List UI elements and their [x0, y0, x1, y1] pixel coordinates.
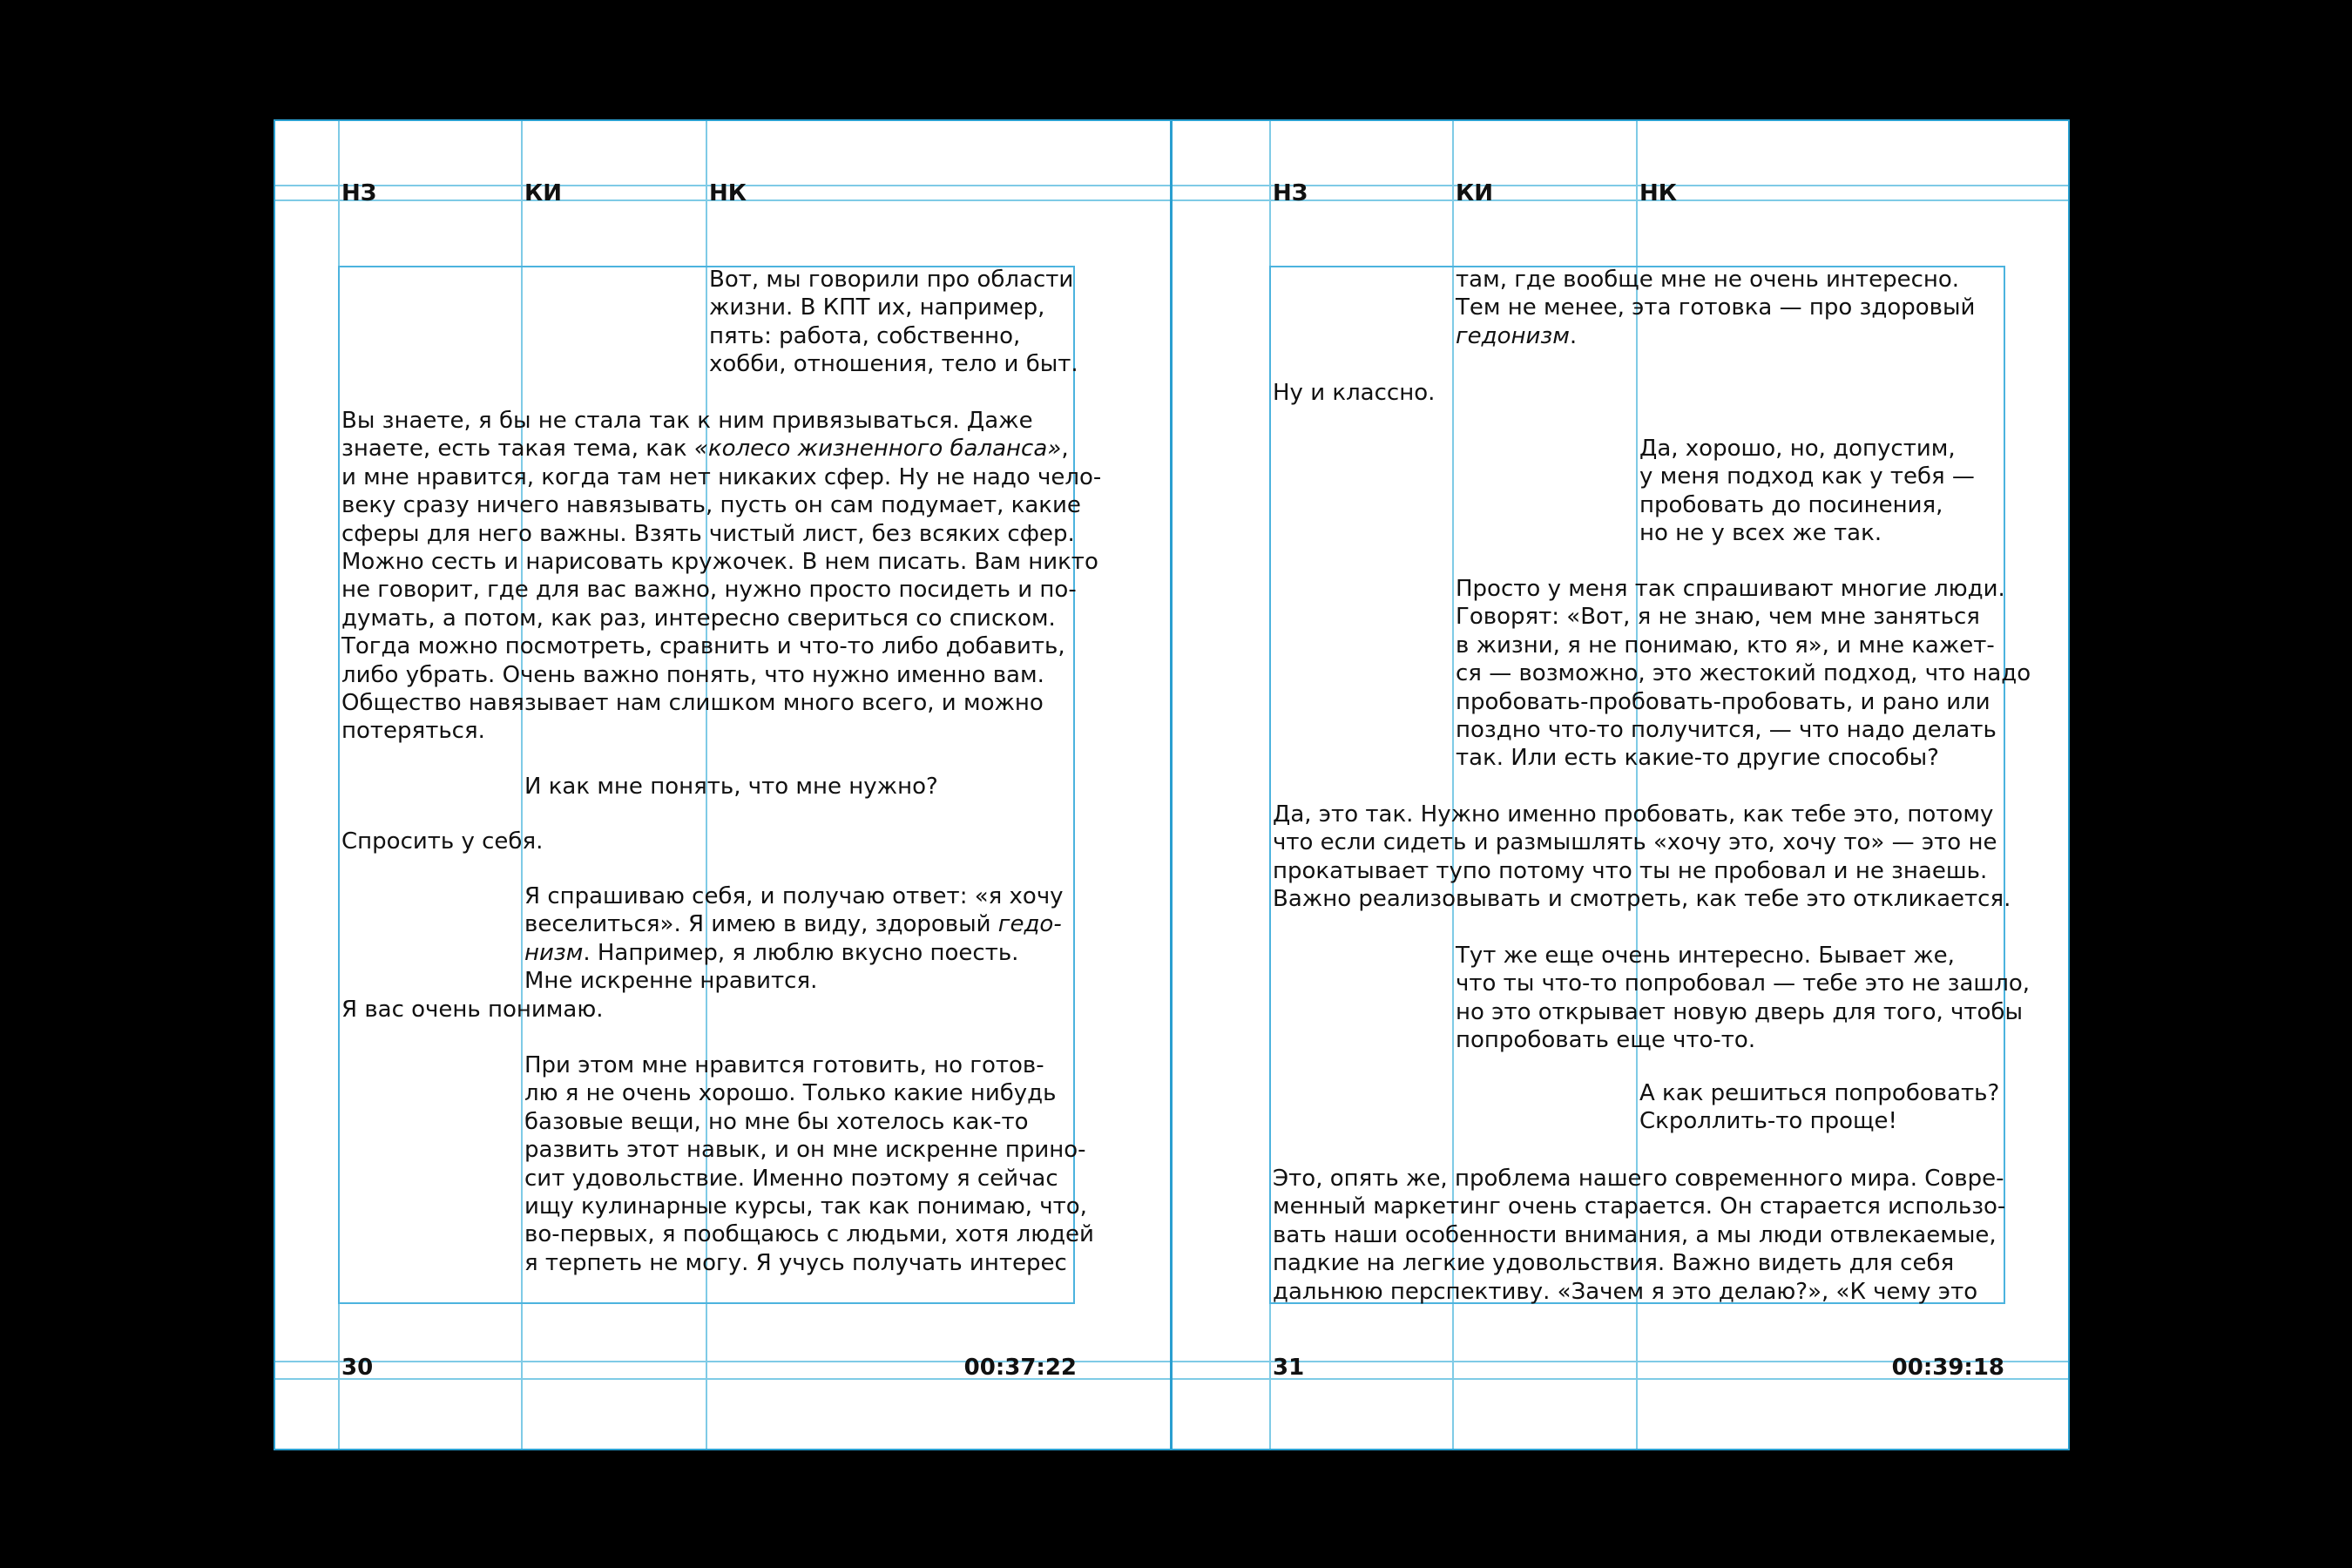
text-line: низм. Например, я люблю вкусно поесть. — [524, 939, 1019, 966]
text-line: потеряться. — [341, 718, 485, 745]
text-line: у меня подход как у тебя — — [1639, 463, 1975, 490]
text-line: Говорят: «Вот, я не знаю, чем мне заняться — [1456, 604, 1980, 631]
text-line: ищу кулинарные курсы, так как понимаю, что, — [524, 1193, 1087, 1220]
text-line: А как решиться попробовать? — [1639, 1080, 2000, 1106]
text-line: Можно сесть и нарисовать кружочек. В нем писать. Вам никто — [341, 549, 1098, 576]
text-line: что если сидеть и размышлять «хочу это, хочу то» — это не — [1273, 829, 1997, 856]
text-line: сит удовольствие. Именно поэтому я сейчас — [524, 1165, 1058, 1192]
book-spread — [274, 119, 2070, 1450]
text-line: знаете, есть такая тема, как «колесо жизненного баланса», — [341, 436, 1069, 463]
page-number: 30 — [341, 1355, 374, 1381]
text-line: базовые вещи, но мне бы хотелось как-то — [524, 1108, 1029, 1135]
text-line: И как мне понять, что мне нужно? — [524, 774, 938, 800]
text-line: лю я не очень хорошо. Только какие нибудь — [524, 1080, 1057, 1107]
timecode: 00:37:22 — [963, 1355, 1077, 1381]
column-header-nk: НК — [709, 180, 747, 206]
text-line: жизни. В КПТ их, например, — [709, 294, 1045, 321]
text-line: веку сразу ничего навязывать, пусть он сам подумает, какие — [341, 492, 1081, 519]
text-line: Тем не менее, эта готовка — про здоровый — [1456, 294, 1976, 321]
text-line: хобби, отношения, тело и быт. — [709, 351, 1078, 378]
text-line: Это, опять же, проблема нашего современного мира. Совре- — [1273, 1166, 2004, 1192]
text-line: что ты что-то попробовал — тебе это не зашло, — [1456, 970, 2031, 997]
column-header-nz: НЗ — [1273, 180, 1308, 206]
text-line: Скроллить-то проще! — [1639, 1108, 1897, 1135]
text-line: попробовать еще что-то. — [1456, 1027, 1756, 1054]
text-line: не говорит, где для вас важно, нужно просто посидеть и по- — [341, 577, 1077, 604]
text-line: Вы знаете, я бы не стала так к ним привязываться. Даже — [341, 408, 1033, 434]
text-line: там, где вообще мне не очень интересно. — [1456, 267, 1960, 293]
text-line: поздно что-то получится, — что надо делать — [1456, 717, 1997, 744]
text-line: менный маркетинг очень старается. Он старается использо- — [1273, 1193, 2006, 1220]
text-line: думать, а потом, как раз, интересно свериться со списком. — [341, 605, 1056, 632]
text-line: во-первых, я пообщаюсь с людьми, хотя людей — [524, 1221, 1094, 1248]
text-line: и мне нравится, когда там нет никаких сфер. Ну не надо чело- — [341, 463, 1102, 490]
text-line: я терпеть не могу. Я учусь получать интерес — [524, 1249, 1067, 1276]
text-line: веселиться». Я имею в виду, здоровый гедо- — [524, 911, 1062, 938]
text-line: Просто у меня так спрашивают многие люди. — [1456, 576, 2005, 602]
text-line: дальнюю перспективу. «Зачем я это делаю?», «К чему это — [1273, 1278, 1978, 1305]
text-line: сферы для него важны. Взять чистый лист, без всяких сфер. — [341, 520, 1075, 547]
text-line: Да, это так. Нужно именно пробовать, как тебе это, потому — [1273, 801, 1994, 828]
text-line: Я вас очень понимаю. — [341, 997, 604, 1023]
timecode: 00:39:18 — [1891, 1355, 2004, 1381]
spread-border — [274, 119, 2070, 1450]
text-line: При этом мне нравится готовить, но готов- — [524, 1052, 1044, 1078]
text-line: пробовать до посинения, — [1639, 491, 1943, 518]
text-line: падкие на легкие удовольствия. Важно видеть для себя — [1273, 1250, 1955, 1277]
text-line: но это открывает новую дверь для того, чтобы — [1456, 998, 2023, 1025]
text-line: пять: работа, собственно, — [709, 322, 1021, 349]
column-header-ki: КИ — [1456, 180, 1494, 206]
text-line: прокатывает тупо потому что ты не пробовал и не знаешь. — [1273, 857, 1988, 884]
text-line: в жизни, я не понимаю, кто я», и мне кажет- — [1456, 632, 1995, 659]
text-line: Мне искренне нравится. — [524, 968, 818, 995]
text-line: Спросить у себя. — [341, 828, 544, 855]
text-line: развить этот навык, и он мне искренне прино- — [524, 1137, 1086, 1164]
text-line: гедонизм. — [1456, 322, 1578, 349]
text-line: Вот, мы говорили про области — [709, 267, 1074, 293]
page-number: 31 — [1273, 1355, 1305, 1381]
text-line: Тогда можно посмотреть, сравнить и что-то либо добавить, — [341, 633, 1065, 660]
text-line: пробовать-пробовать-пробовать, и рано или — [1456, 688, 1990, 715]
text-line: ся — возможно, это жестокий подход, что надо — [1456, 660, 2031, 687]
text-line: Ну и классно. — [1273, 380, 1436, 406]
text-line: Да, хорошо, но, допустим, — [1639, 436, 1956, 462]
text-line: Важно реализовывать и смотреть, как тебе это откликается. — [1273, 886, 2011, 913]
text-line: но не у всех же так. — [1639, 520, 1882, 547]
text-line: либо убрать. Очень важно понять, что нужно именно вам. — [341, 661, 1044, 688]
column-header-nk: НК — [1639, 180, 1678, 206]
text-line: Общество навязывает нам слишком много всего, и можно — [341, 690, 1044, 717]
column-header-nz: НЗ — [341, 180, 377, 206]
text-line: Я спрашиваю себя, и получаю ответ: «я хочу — [524, 883, 1064, 909]
text-line: так. Или есть какие-то другие способы? — [1456, 745, 1939, 772]
column-header-ki: КИ — [524, 180, 563, 206]
text-line: вать наши особенности внимания, а мы люди отвлекаемые, — [1273, 1221, 1997, 1248]
text-line: Тут же еще очень интересно. Бывает же, — [1456, 943, 1955, 969]
